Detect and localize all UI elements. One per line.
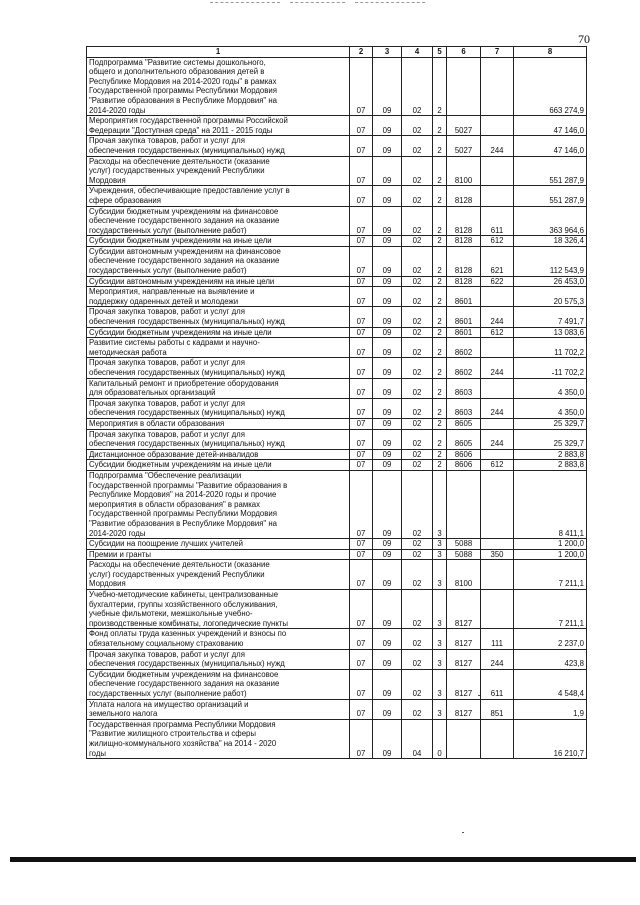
budget-item-name: Субсидии автономным учреждениям на иные цели — [87, 276, 350, 287]
scan-edge-line — [210, 2, 280, 3]
subprogram-code: 2 — [433, 378, 447, 398]
subprogram-code: 2 — [433, 327, 447, 338]
expense-type-code: 622 — [481, 276, 514, 287]
program-code: 02 — [402, 276, 433, 287]
table-row — [87, 338, 587, 358]
expense-type-code — [481, 470, 514, 538]
program-code: 02 — [402, 358, 433, 378]
subsection-code: 09 — [373, 57, 402, 116]
subsection-code: 09 — [373, 206, 402, 236]
expense-type-code: 621 — [481, 246, 514, 276]
section-code: 07 — [350, 549, 373, 560]
column-header: 3 — [373, 47, 402, 58]
expense-type-code: 244 — [481, 136, 514, 156]
column-header: 7 — [481, 47, 514, 58]
target-article-code: 8606 — [447, 449, 481, 460]
subsection-code: 09 — [373, 539, 402, 550]
budget-item-name: Подпрограмма "Развитие системы дошкольного, общего и дополнительного образования детей в Республике Мордовия на 2014-2020 годы" в рамках Государственной программы Республики Мордовия "Развитие образования в Республике Мордовия" на 2014-2020 годы — [87, 57, 350, 116]
target-article-code — [447, 57, 481, 116]
table-row — [87, 276, 587, 287]
budget-item-name: Фонд оплаты труда казенных учреждений и взносы по обязательному социальному страхованию — [87, 629, 350, 649]
section-code: 07 — [350, 338, 373, 358]
amount-cell: 1 200,0 — [514, 549, 587, 560]
program-code: 02 — [402, 629, 433, 649]
budget-item-name: Государственная программа Республики Мордовия "Развитие жилищного строительства и сферы жилищно-коммунального хозяйства" на 2014 - 2020 годы — [87, 719, 350, 758]
target-article-code: 8603 — [447, 378, 481, 398]
column-header: 1 — [87, 47, 350, 58]
table-row — [87, 136, 587, 156]
table-row — [87, 246, 587, 276]
section-code: 07 — [350, 327, 373, 338]
budget-item-name: Субсидии бюджетным учреждениям на финансовое обеспечение государственного задания на оказание государственных услуг (выполнение работ) — [87, 669, 350, 699]
subprogram-code: 3 — [433, 590, 447, 629]
section-code: 07 — [350, 236, 373, 247]
page-number: 70 — [578, 32, 590, 46]
section-code: 07 — [350, 186, 373, 206]
amount-cell: 26 453,0 — [514, 276, 587, 287]
subprogram-code: 2 — [433, 186, 447, 206]
subprogram-code: 3 — [433, 560, 447, 590]
amount-cell: 7 211,1 — [514, 590, 587, 629]
table-row — [87, 206, 587, 236]
subsection-code: 09 — [373, 186, 402, 206]
subprogram-code: 3 — [433, 549, 447, 560]
subprogram-code: 0 — [433, 719, 447, 758]
subsection-code: 09 — [373, 378, 402, 398]
section-code: 07 — [350, 156, 373, 186]
subsection-code: 09 — [373, 246, 402, 276]
subsection-code: 09 — [373, 398, 402, 418]
section-code: 07 — [350, 629, 373, 649]
expense-type-code — [481, 186, 514, 206]
budget-item-name: Уплата налога на имущество организаций и земельного налога — [87, 699, 350, 719]
subprogram-code: 2 — [433, 156, 447, 186]
program-code: 02 — [402, 116, 433, 136]
scan-bottom-edge — [10, 857, 636, 862]
amount-cell: 8 411,1 — [514, 470, 587, 538]
expense-type-code — [481, 378, 514, 398]
expense-type-code — [481, 156, 514, 186]
subprogram-code: 2 — [433, 338, 447, 358]
budget-item-name: Мероприятия в области образования — [87, 418, 350, 429]
program-code: 02 — [402, 156, 433, 186]
budget-item-name: Подпрограмма "Обеспечение реализации Государственной программы "Развитие образования в Республике Мордовия" на 2014-2020 годы и прочие мероприятия в области образования" в рамках Государственной программы Республики Мордовия "Развитие образования в Республике Мордовия" на 2014-2020 годы — [87, 470, 350, 538]
subprogram-code: 2 — [433, 398, 447, 418]
program-code: 02 — [402, 186, 433, 206]
budget-item-name: Прочая закупка товаров, работ и услуг для обеспечения государственных (муниципальных) нужд — [87, 358, 350, 378]
table-row — [87, 236, 587, 247]
section-code: 07 — [350, 136, 373, 156]
amount-cell: 20 575,3 — [514, 287, 587, 307]
expense-type-code — [481, 287, 514, 307]
budget-item-name: Мероприятия государственной программы Российской Федерации "Доступная среда" на 2011 - 2015 годы — [87, 116, 350, 136]
expense-type-code: 244 — [481, 398, 514, 418]
subprogram-code: 3 — [433, 629, 447, 649]
target-article-code: 8128 — [447, 186, 481, 206]
target-article-code: 8127 — [447, 649, 481, 669]
column-header: 4 — [402, 47, 433, 58]
budget-item-name: Развитие системы работы с кадрами и научно- методическая работа — [87, 338, 350, 358]
subsection-code: 09 — [373, 327, 402, 338]
section-code: 07 — [350, 560, 373, 590]
expense-type-code: 244 — [481, 358, 514, 378]
subprogram-code: 2 — [433, 206, 447, 236]
amount-cell: 551 287,9 — [514, 156, 587, 186]
program-code: 02 — [402, 418, 433, 429]
subprogram-code: 3 — [433, 539, 447, 550]
subprogram-code: 2 — [433, 449, 447, 460]
table-row — [87, 719, 587, 758]
amount-cell: 4 548,4 — [514, 669, 587, 699]
amount-cell: 47 146,0 — [514, 116, 587, 136]
target-article-code: 8127 — [447, 590, 481, 629]
expense-type-code: 612 — [481, 460, 514, 471]
column-header: 2 — [350, 47, 373, 58]
table-row — [87, 460, 587, 471]
budget-item-name: Прочая закупка товаров, работ и услуг для обеспечения государственных (муниципальных) нужд — [87, 307, 350, 327]
amount-cell: 2 237,0 — [514, 629, 587, 649]
program-code: 02 — [402, 287, 433, 307]
subprogram-code: 3 — [433, 470, 447, 538]
subsection-code: 09 — [373, 699, 402, 719]
target-article-code: 5027 — [447, 136, 481, 156]
subsection-code: 09 — [373, 116, 402, 136]
budget-item-name: Учебно-методические кабинеты, централизованные бухгалтерии, группы хозяйственного обслуживания, учебные фильмотеки, межшкольные учебно- производственные комбинаты, логопедические пункты — [87, 590, 350, 629]
section-code: 07 — [350, 539, 373, 550]
expense-type-code: 851 — [481, 699, 514, 719]
table-row — [87, 429, 587, 449]
budget-table — [86, 46, 587, 759]
target-article-code: 8128 — [447, 246, 481, 276]
expense-type-code — [481, 418, 514, 429]
expense-type-code: 612 — [481, 236, 514, 247]
target-article-code — [447, 470, 481, 538]
expense-type-code: 244 — [481, 307, 514, 327]
section-code: 07 — [350, 429, 373, 449]
program-code: 02 — [402, 236, 433, 247]
expense-type-code: 244 — [481, 649, 514, 669]
section-code: 07 — [350, 418, 373, 429]
target-article-code: 8128 — [447, 236, 481, 247]
table-row — [87, 629, 587, 649]
subprogram-code: 2 — [433, 276, 447, 287]
subprogram-code: 2 — [433, 358, 447, 378]
program-code: 02 — [402, 206, 433, 236]
table-row — [87, 156, 587, 186]
subsection-code: 09 — [373, 470, 402, 538]
program-code: 02 — [402, 136, 433, 156]
target-article-code: 8605 — [447, 429, 481, 449]
program-code: 02 — [402, 669, 433, 699]
amount-cell: 16 210,7 — [514, 719, 587, 758]
budget-item-name: Учреждения, обеспечивающие предоставление услуг в сфере образования — [87, 186, 350, 206]
budget-item-name: Капитальный ремонт и приобретение оборудования для образовательных организаций — [87, 378, 350, 398]
table-row — [87, 287, 587, 307]
expense-type-code — [481, 338, 514, 358]
target-article-code: 8127 — [447, 699, 481, 719]
subsection-code: 09 — [373, 307, 402, 327]
scan-speck — [462, 832, 464, 833]
subsection-code: 09 — [373, 156, 402, 186]
target-article-code: 8603 — [447, 398, 481, 418]
program-code: 02 — [402, 246, 433, 276]
column-header: 6 — [447, 47, 481, 58]
expense-type-code — [481, 560, 514, 590]
expense-type-code — [481, 539, 514, 550]
program-code: 02 — [402, 307, 433, 327]
scan-edge-line — [355, 2, 425, 3]
amount-cell: 18 326,4 — [514, 236, 587, 247]
subprogram-code: 2 — [433, 236, 447, 247]
program-code: 02 — [402, 57, 433, 116]
target-article-code: 8602 — [447, 338, 481, 358]
table-row — [87, 549, 587, 560]
amount-cell: 47 146,0 — [514, 136, 587, 156]
subprogram-code: 3 — [433, 669, 447, 699]
subprogram-code: 3 — [433, 699, 447, 719]
expense-type-code: 611 — [481, 669, 514, 699]
table-row — [87, 449, 587, 460]
section-code: 07 — [350, 590, 373, 629]
budget-item-name: Расходы на обеспечение деятельности (оказание услуг) государственных учреждений Республики Мордовия — [87, 156, 350, 186]
table-row — [87, 327, 587, 338]
subsection-code: 09 — [373, 669, 402, 699]
program-code: 02 — [402, 338, 433, 358]
budget-item-name: Субсидии бюджетным учреждениям на иные цели — [87, 327, 350, 338]
amount-cell: 112 543,9 — [514, 246, 587, 276]
budget-item-name: Расходы на обеспечение деятельности (оказание услуг) государственных учреждений Республики Мордовия — [87, 560, 350, 590]
amount-cell: 7 491,7 — [514, 307, 587, 327]
table-row — [87, 699, 587, 719]
scan-edge-line — [290, 2, 345, 3]
expense-type-code: 111 — [481, 629, 514, 649]
amount-cell: 663 274,9 — [514, 57, 587, 116]
subsection-code: 09 — [373, 429, 402, 449]
table-row — [87, 398, 587, 418]
section-code: 07 — [350, 649, 373, 669]
table-row — [87, 418, 587, 429]
expense-type-code — [481, 719, 514, 758]
subsection-code: 09 — [373, 629, 402, 649]
subprogram-code: 2 — [433, 307, 447, 327]
subsection-code: 09 — [373, 287, 402, 307]
subsection-code: 09 — [373, 358, 402, 378]
expense-type-code — [481, 116, 514, 136]
subprogram-code: 2 — [433, 287, 447, 307]
program-code: 02 — [402, 470, 433, 538]
subsection-code: 09 — [373, 590, 402, 629]
program-code: 02 — [402, 378, 433, 398]
header-row — [87, 47, 587, 58]
subsection-code: 09 — [373, 649, 402, 669]
program-code: 02 — [402, 549, 433, 560]
section-code: 07 — [350, 307, 373, 327]
expense-type-code: 611 — [481, 206, 514, 236]
program-code: 02 — [402, 327, 433, 338]
target-article-code: 5027 — [447, 116, 481, 136]
column-header: 5 — [433, 47, 447, 58]
section-code: 07 — [350, 699, 373, 719]
expense-type-code: 244 — [481, 429, 514, 449]
section-code: 07 — [350, 206, 373, 236]
column-header: 8 — [514, 47, 587, 58]
target-article-code: 8601 — [447, 307, 481, 327]
section-code: 07 — [350, 398, 373, 418]
subsection-code: 09 — [373, 549, 402, 560]
budget-item-name: Мероприятия, направленные на выявление и поддержку одаренных детей и молодежи — [87, 287, 350, 307]
budget-item-name: Субсидии автономным учреждениям на финансовое обеспечение государственного задания на оказание государственных услуг (выполнение работ) — [87, 246, 350, 276]
section-code: 07 — [350, 358, 373, 378]
section-code: 07 — [350, 276, 373, 287]
target-article-code: 8606 — [447, 460, 481, 471]
scan-speck — [552, 373, 554, 374]
table-row — [87, 57, 587, 116]
budget-item-name: Субсидии бюджетным учреждениям на иные цели — [87, 460, 350, 471]
section-code: 07 — [350, 449, 373, 460]
amount-cell: 11 702,2 — [514, 338, 587, 358]
amount-cell: 4 350,0 — [514, 378, 587, 398]
budget-item-name: Субсидии на поощрение лучших учителей — [87, 539, 350, 550]
subprogram-code: 2 — [433, 429, 447, 449]
amount-cell: 7 211,1 — [514, 560, 587, 590]
subsection-code: 09 — [373, 418, 402, 429]
subsection-code: 09 — [373, 560, 402, 590]
section-code: 07 — [350, 57, 373, 116]
section-code: 07 — [350, 669, 373, 699]
target-article-code: 8128 — [447, 276, 481, 287]
amount-cell: 551 287,9 — [514, 186, 587, 206]
target-article-code: 8128 — [447, 206, 481, 236]
table-row — [87, 669, 587, 699]
table-row — [87, 649, 587, 669]
subsection-code: 09 — [373, 460, 402, 471]
amount-cell: 1 200,0 — [514, 539, 587, 550]
amount-cell: 423,8 — [514, 649, 587, 669]
budget-item-name: Премии и гранты — [87, 549, 350, 560]
target-article-code: 8601 — [447, 327, 481, 338]
section-code: 07 — [350, 470, 373, 538]
budget-item-name: Субсидии бюджетным учреждениям на иные цели — [87, 236, 350, 247]
budget-item-name: Прочая закупка товаров, работ и услуг для обеспечения государственных (муниципальных) нужд — [87, 136, 350, 156]
subprogram-code: 3 — [433, 649, 447, 669]
budget-item-name: Субсидии бюджетным учреждениям на финансовое обеспечение государственного задания на оказание государственных услуг (выполнение работ) — [87, 206, 350, 236]
subprogram-code: 2 — [433, 418, 447, 429]
amount-cell: 13 083,6 — [514, 327, 587, 338]
target-article-code: 5088 — [447, 549, 481, 560]
target-article-code: 8601 — [447, 287, 481, 307]
expense-type-code — [481, 57, 514, 116]
subsection-code: 09 — [373, 236, 402, 247]
program-code: 02 — [402, 560, 433, 590]
amount-cell: 2 883,8 — [514, 449, 587, 460]
subprogram-code: 2 — [433, 116, 447, 136]
budget-item-name: Прочая закупка товаров, работ и услуг для обеспечения государственных (муниципальных) нужд — [87, 429, 350, 449]
expense-type-code: 350 — [481, 549, 514, 560]
table-row — [87, 470, 587, 538]
program-code: 02 — [402, 398, 433, 418]
section-code: 07 — [350, 116, 373, 136]
section-code: 07 — [350, 460, 373, 471]
target-article-code: 8100 — [447, 156, 481, 186]
table-row — [87, 378, 587, 398]
program-code: 04 — [402, 719, 433, 758]
program-code: 02 — [402, 539, 433, 550]
subprogram-code: 2 — [433, 136, 447, 156]
subsection-code: 09 — [373, 136, 402, 156]
amount-cell: 363 964,6 — [514, 206, 587, 236]
subprogram-code: 2 — [433, 460, 447, 471]
budget-item-name: Прочая закупка товаров, работ и услуг для обеспечения государственных (муниципальных) нужд — [87, 649, 350, 669]
scan-speck — [478, 695, 480, 696]
expense-type-code — [481, 590, 514, 629]
amount-cell: 11 702,2 — [514, 358, 587, 378]
table-row — [87, 590, 587, 629]
subprogram-code: 2 — [433, 246, 447, 276]
section-code: 07 — [350, 378, 373, 398]
expense-type-code: 612 — [481, 327, 514, 338]
amount-cell: 1,9 — [514, 699, 587, 719]
table-row — [87, 307, 587, 327]
target-article-code: 8605 — [447, 418, 481, 429]
subsection-code: 09 — [373, 719, 402, 758]
subsection-code: 09 — [373, 276, 402, 287]
budget-item-name: Прочая закупка товаров, работ и услуг для обеспечения государственных (муниципальных) нужд — [87, 398, 350, 418]
target-article-code: 5088 — [447, 539, 481, 550]
target-article-code: 8127 — [447, 629, 481, 649]
table-row — [87, 116, 587, 136]
table-row — [87, 560, 587, 590]
target-article-code — [447, 719, 481, 758]
amount-cell: 25 329,7 — [514, 418, 587, 429]
program-code: 02 — [402, 649, 433, 669]
budget-item-name: Дистанционное образование детей-инвалидов — [87, 449, 350, 460]
program-code: 02 — [402, 460, 433, 471]
target-article-code: 8100 — [447, 560, 481, 590]
program-code: 02 — [402, 449, 433, 460]
amount-cell: 2 883,8 — [514, 460, 587, 471]
section-code: 07 — [350, 719, 373, 758]
subsection-code: 09 — [373, 338, 402, 358]
program-code: 02 — [402, 429, 433, 449]
program-code: 02 — [402, 699, 433, 719]
section-code: 07 — [350, 287, 373, 307]
target-article-code: 8602 — [447, 358, 481, 378]
expense-type-code — [481, 449, 514, 460]
target-article-code: 8127 — [447, 669, 481, 699]
subprogram-code: 2 — [433, 57, 447, 116]
table-row — [87, 186, 587, 206]
amount-cell: 25 329,7 — [514, 429, 587, 449]
section-code: 07 — [350, 246, 373, 276]
table-row — [87, 539, 587, 550]
table-row — [87, 358, 587, 378]
amount-cell: 4 350,0 — [514, 398, 587, 418]
program-code: 02 — [402, 590, 433, 629]
table-body — [87, 57, 587, 759]
subsection-code: 09 — [373, 449, 402, 460]
